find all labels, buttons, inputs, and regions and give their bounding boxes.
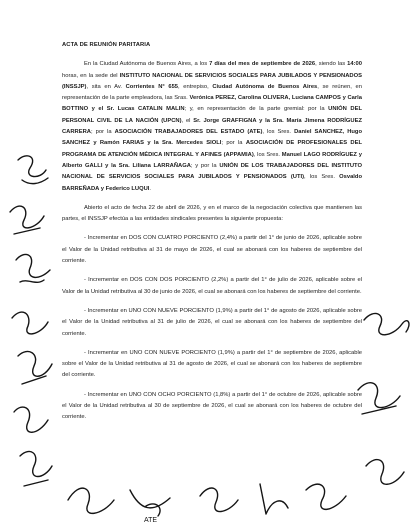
intro-text: , los Sres. <box>262 129 295 136</box>
intro-text: ; por la <box>221 140 246 147</box>
intro-text: ; por la <box>91 129 115 136</box>
union-uti: UNIÓN DE LOS TRABAJADORES DEL INSTITUTO NACIONAL DE SERVICIOS SOCIALES PARA JUBILADOS Y PENSIONADOS (UTI) <box>62 162 362 181</box>
stamp-text: ATE <box>144 517 158 524</box>
intro-text: , los Sres. <box>253 151 282 158</box>
meeting-address: Corrientes N° 655 <box>125 83 179 90</box>
union-upcn: UNIÓN DEL PERSONAL CIVIL DE LA NACIÓN (UPCN) <box>62 106 362 124</box>
margin-signatures-left <box>0 150 66 510</box>
document-body <box>62 40 362 432</box>
meeting-date: 7 días del mes de septiembre de 2026 <box>209 61 316 68</box>
intro-text: ; y por la <box>190 162 220 169</box>
intro-text: , los Sres. <box>304 174 340 181</box>
union-appamia: ASOCIACIÓN DE PROFESIONALES DEL PROGRAMA DE ATENCIÓN MÉDICA INTEGRAL Y AFINES (APPAMIA) <box>62 140 362 158</box>
document-title: ACTA DE REUNIÓN PARITARIA <box>62 42 151 48</box>
intro-paragraph <box>62 59 362 195</box>
intro-text: En la Ciudad Autónoma de Buenos Aires, a los <box>84 61 210 68</box>
proposal-item: - Incrementar en DOS CON CUATRO PORCIENTO (2,4%) a partir del 1° de junio de 2026, aplicable sobre el Valor de la Unidad retributiva al 31 de mayo de 2026, el cual se abonará con los haberes de septiembre del corriente. <box>62 235 362 265</box>
intro-text: ; y, en representación de la parte gremial: por la <box>184 106 329 113</box>
margin-signatures-right <box>352 280 420 520</box>
union-upcn-representatives: Sr. Jorge GRAFFIGNA y la Sra. María Jimena RODRÍGUEZ CARRERA <box>62 117 362 136</box>
bottom-signatures <box>60 470 360 525</box>
union-uti-representatives: Osvaldo BARREÑADA y Federico LUQUI <box>62 174 362 192</box>
institute-name: INSTITUTO NACIONAL DE SERVICIOS SOCIALES PARA JUBILADOS Y PENSIONADOS (INSSJP) <box>62 72 362 90</box>
employer-representatives: Verónica PEREZ, Carolina OLIVERA, Luciana CAMPOS y Carla BOTTINO y el Sr. Lucas CATALIN MALIN <box>62 95 362 113</box>
proposal-item: - Incrementar en UNO CON NUEVE PORCIENTO (1,9%) a partir del 1° de agosto de 2026, aplicable sobre el Valor de la Unidad retributiva al 31 de julio de 2026, el cual se abonará con los haberes de septiembre del corriente. <box>62 307 362 337</box>
meeting-time: 14:00 <box>347 61 362 68</box>
proposal-item: - Incrementar en UNO CON OCHO PORCIENTO (1,8%) a partir del 1° de octubre de 2026, aplicable sobre el Valor de la Unidad retributiva al 30 de septiembre de 2026, el cual se abonará con los haberes de octubre del corriente. <box>62 391 362 421</box>
intro-text: , se reúnen, en representación de la parte empleadora, las Sras. <box>62 83 362 102</box>
intro-text: , siendo las <box>315 61 348 68</box>
proposal-item: - Incrementar en UNO CON NUEVE PORCIENTO (1,9%) a partir del 1° de septiembre de 2026, aplicable sobre el Valor de la Unidad retributiva al 31 de agosto de 2026, el cual se abonará con los haberes de septiembre del corriente. <box>62 349 362 379</box>
intro-text: . <box>149 185 152 192</box>
intro-text: , el <box>181 117 194 124</box>
intro-text: horas, en la sede del <box>62 72 120 79</box>
union-appamia-representatives: Manuel LAGO RODRÍGUEZ y Alberto GALLI y la Sra. Liliana LARRAÑAGA <box>62 151 362 169</box>
proposal-list <box>62 233 362 423</box>
proposal-item: - Incrementar en DOS CON DOS PORCIENTO (2,2%) a partir del 1° de julio de 2026, aplicable sobre el Valor de la Unidad retributiva al 30 de junio de 2026, el cual se abonará con los haberes de septiembre del corriente. <box>62 277 362 295</box>
union-ate-representatives: Daniel SANCHEZ, Hugo SANCHEZ y Ramón FARIAS y la Sra. Mercedes SIOLI <box>62 129 363 147</box>
union-ate: ASOCIACIÓN TRABAJADORES DEL ESTADO (ATE) <box>114 129 263 136</box>
intro-text: , sita en Av. <box>86 83 126 90</box>
opening-paragraph: Abierto el acto de fecha 22 de abril de 2026, y en el marco de la negociación colectiva que mantienen las partes, el INSSJP efectúa a las entidades sindicales presentes la siguiente propuesta: <box>62 204 362 223</box>
intro-text: , entrepiso, <box>178 83 213 90</box>
meeting-city: Ciudad Autónoma de Buenos Aires <box>212 83 318 90</box>
